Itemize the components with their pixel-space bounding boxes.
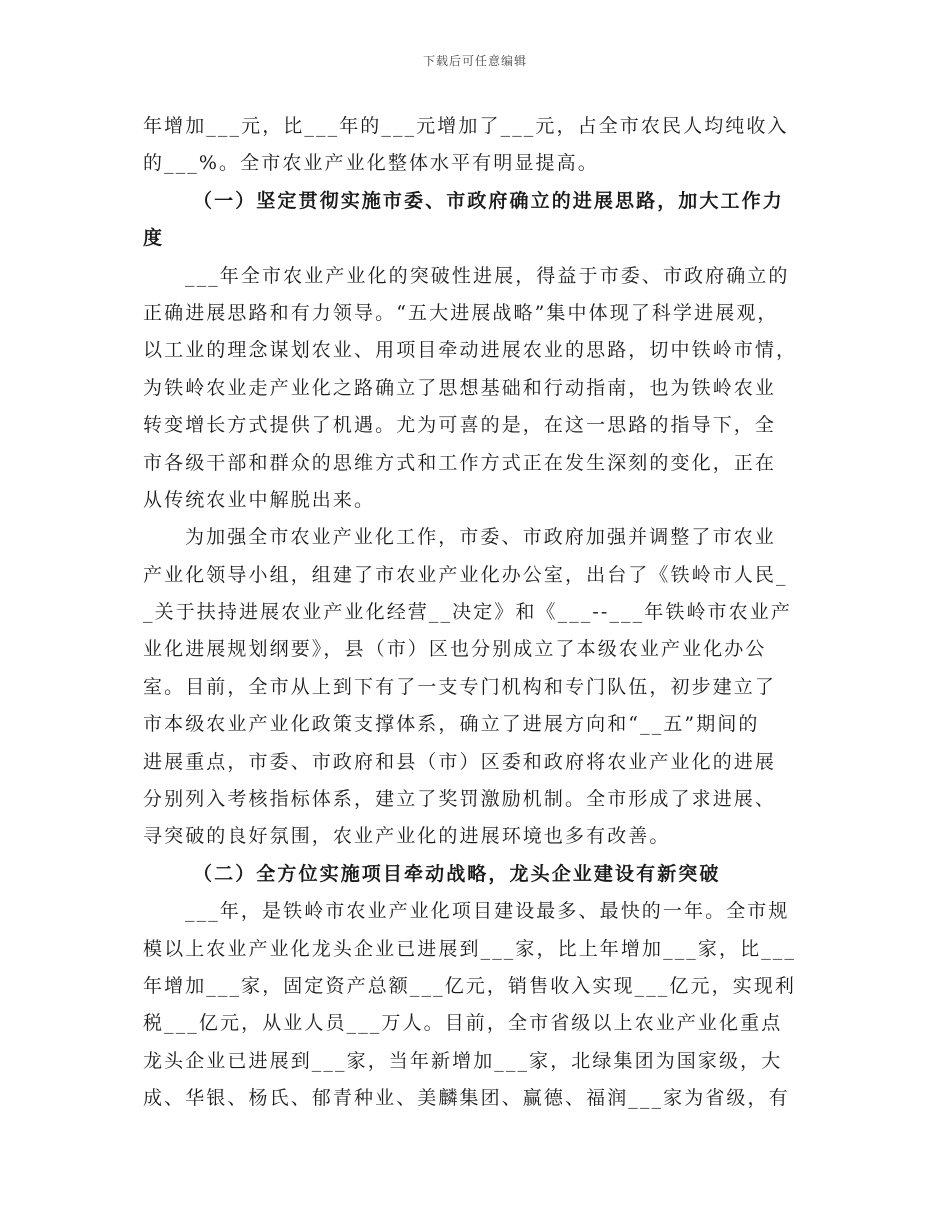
text-line: 年增加___家，固定资产总额___亿元，销售收入实现___亿元，实现利 <box>143 974 797 997</box>
text-line: 税___亿元，从业人员___万人。目前，全市省级以上农业产业化重点 <box>143 1012 783 1035</box>
paragraph-start: ___年全市农业产业化的突破性进展，得益于市委、市政府确立的 <box>185 264 790 287</box>
text-line: 以工业的理念谋划农业、用项目牵动进展农业的思路，切中铁岭市情， <box>143 339 798 362</box>
section-heading-1-continued: 度 <box>143 227 165 250</box>
text-line: 成、华银、杨氏、郁青种业、美麟集团、赢德、福润___家为省级，有 <box>143 1087 790 1110</box>
section-heading-2: （二）全方位实施项目牵动战略，龙头企业建设有新突破 <box>193 862 721 885</box>
text-line: 年增加___元，比___年的___元增加了___元，占全市农民人均纯收入 <box>143 115 789 137</box>
document-body <box>143 108 811 1118</box>
page-header-note: 下载后可任意编辑 <box>422 54 527 68</box>
text-line: 市本级农业产业化政策支撑体系，确立了进展方向和“__五”期间的 <box>143 713 760 736</box>
text-line: 从传统农业中解脱出来。 <box>143 488 376 511</box>
text-line: 分别列入考核指标体系，建立了奖罚激励机制。全市形成了求进展、 <box>143 788 777 811</box>
text-line: 的___%。全市农业产业化整体水平有明显提高。 <box>143 152 599 175</box>
text-line: 产业化领导小组，组建了市农业产业化办公室，出台了《铁岭市人民_ <box>143 563 788 586</box>
text-line: 寻突破的良好氛围，农业产业化的进展环境也多有改善。 <box>143 825 671 848</box>
text-line: 正确进展思路和有力领导。“五大进展战略”集中体现了科学进展观， <box>143 301 779 324</box>
text-line: 市各级干部和群众的思维方式和工作方式正在发生深刻的变化，正在 <box>143 451 777 474</box>
text-line: 为铁岭农业走产业化之路确立了思想基础和行动指南，也为铁岭农业 <box>143 376 777 399</box>
text-line: 进展重点，市委、市政府和县（市）区委和政府将农业产业化的进展 <box>143 750 777 773</box>
text-line: 室。目前，全市从上到下有了一支专门机构和专门队伍，初步建立了 <box>143 675 777 698</box>
text-line: 模以上农业产业化龙头企业已进展到___家，比上年增加___家，比___ <box>143 937 797 960</box>
text-line: 龙头企业已进展到___家，当年新增加___家，北绿集团为国家级，大 <box>143 1049 783 1072</box>
text-line: _关于扶持进展农业产业化经营__决定》和《___--___年铁岭市农业产 <box>143 601 792 624</box>
section-heading-1: （一）坚定贯彻实施市委、市政府确立的进展思路，加大工作力 <box>193 189 784 212</box>
text-line: 转变增长方式提供了机遇。尤为可喜的是，在这一思路的指导下，全 <box>143 414 777 437</box>
text-line: 业化进展规划纲要》，县（市）区也分别成立了本级农业产业化办公 <box>143 638 767 661</box>
paragraph-start: 为加强全市农业产业化工作，市委、市政府加强并调整了市农业 <box>185 526 776 549</box>
paragraph-start: ___年，是铁岭市农业产业化项目建设最多、最快的一年。全市规 <box>185 900 790 923</box>
